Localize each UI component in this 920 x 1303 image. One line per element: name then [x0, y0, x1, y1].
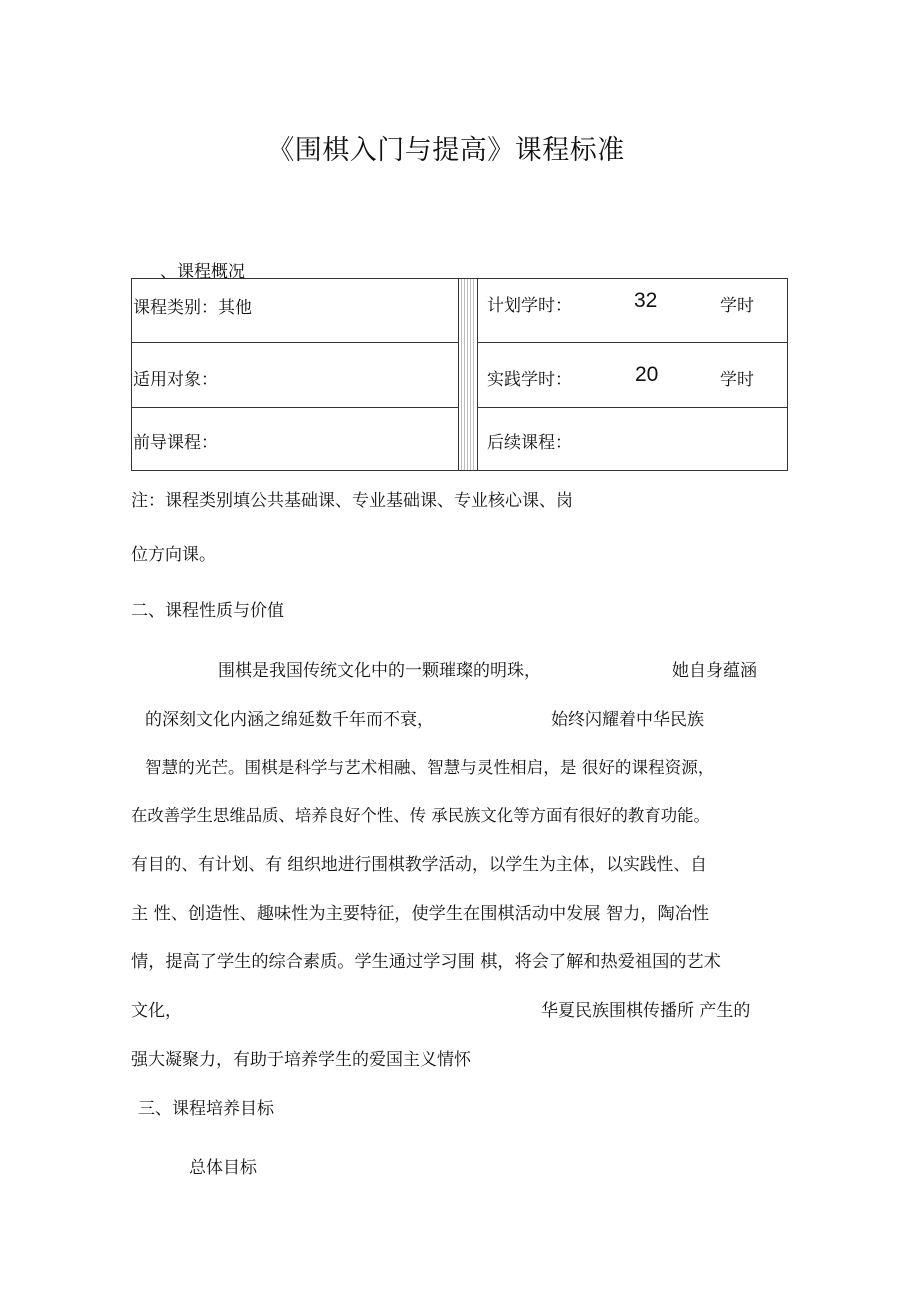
table-vline	[458, 279, 459, 470]
section-heading-overview: 、课程概况	[160, 262, 245, 282]
table-hline	[477, 342, 787, 343]
target-audience-label: 适用对象：	[133, 370, 218, 390]
paragraph-line: 在改善学生思维品质、培养良好个性、传 承民族文化等方面有很好的教育功能。	[131, 806, 710, 825]
table-column-separator	[458, 279, 474, 470]
note-line-2: 位方向课。	[131, 545, 216, 565]
paragraph-line: 强大凝聚力，有助于培养学生的爱国主义情怀	[131, 1050, 471, 1070]
subheading-overall-goal: 总体目标	[189, 1158, 257, 1178]
paragraph-line: 她自身蕴涵	[672, 661, 757, 681]
paragraph-line: 情，提高了学生的综合素质。学生通过学习围 棋，将会了解和热爱祖国的艺术	[131, 952, 721, 972]
practice-hours-label: 实践学时：	[487, 370, 572, 390]
paragraph-line: 主 性、创造性、趣味性为主要特征，使学生在围棋活动中发展 智力，陶冶性	[131, 904, 710, 924]
section-heading-nature: 二、课程性质与价值	[131, 601, 284, 621]
planned-hours-label: 计划学时：	[487, 296, 572, 316]
paragraph-line: 文化，	[131, 1001, 182, 1021]
practice-hours-value: 20	[635, 363, 659, 386]
page-title: 《围棋入门与提高》课程标准	[267, 135, 625, 166]
course-overview-table	[131, 278, 788, 471]
course-category-label: 课程类别：其他	[133, 298, 252, 318]
paragraph-line: 始终闪耀着中华民族	[551, 710, 704, 730]
paragraph-line: 有目的、有计划、有 组织地进行围棋教学活动，以学生为主体，以实践性、自	[131, 854, 707, 874]
table-hline	[132, 407, 458, 408]
paragraph-line: 的深刻文化内涵之绵延数千年而不衰，	[145, 710, 434, 730]
planned-hours-unit: 学时	[720, 296, 754, 316]
note-line-1: 注：课程类别填公共基础课、专业基础课、专业核心课、岗	[131, 491, 573, 511]
paragraph-line: 围棋是我国传统文化中的一颗璀璨的明珠，	[218, 661, 541, 681]
paragraph-line: 智慧的光芒。围棋是科学与艺术相融、智慧与灵性相启，是 很好的课程资源，	[145, 758, 715, 777]
table-hline	[132, 342, 458, 343]
planned-hours-value: 32	[634, 289, 658, 312]
paragraph-line: 华夏民族围棋传播所 产生的	[541, 1001, 751, 1021]
follow-up-course-label: 后续课程：	[487, 433, 572, 453]
table-vline	[477, 279, 478, 470]
prerequisite-course-label: 前导课程：	[133, 433, 218, 453]
practice-hours-unit: 学时	[720, 370, 754, 390]
section-heading-goals: 三、课程培养目标	[138, 1099, 274, 1119]
table-hline	[477, 407, 787, 408]
